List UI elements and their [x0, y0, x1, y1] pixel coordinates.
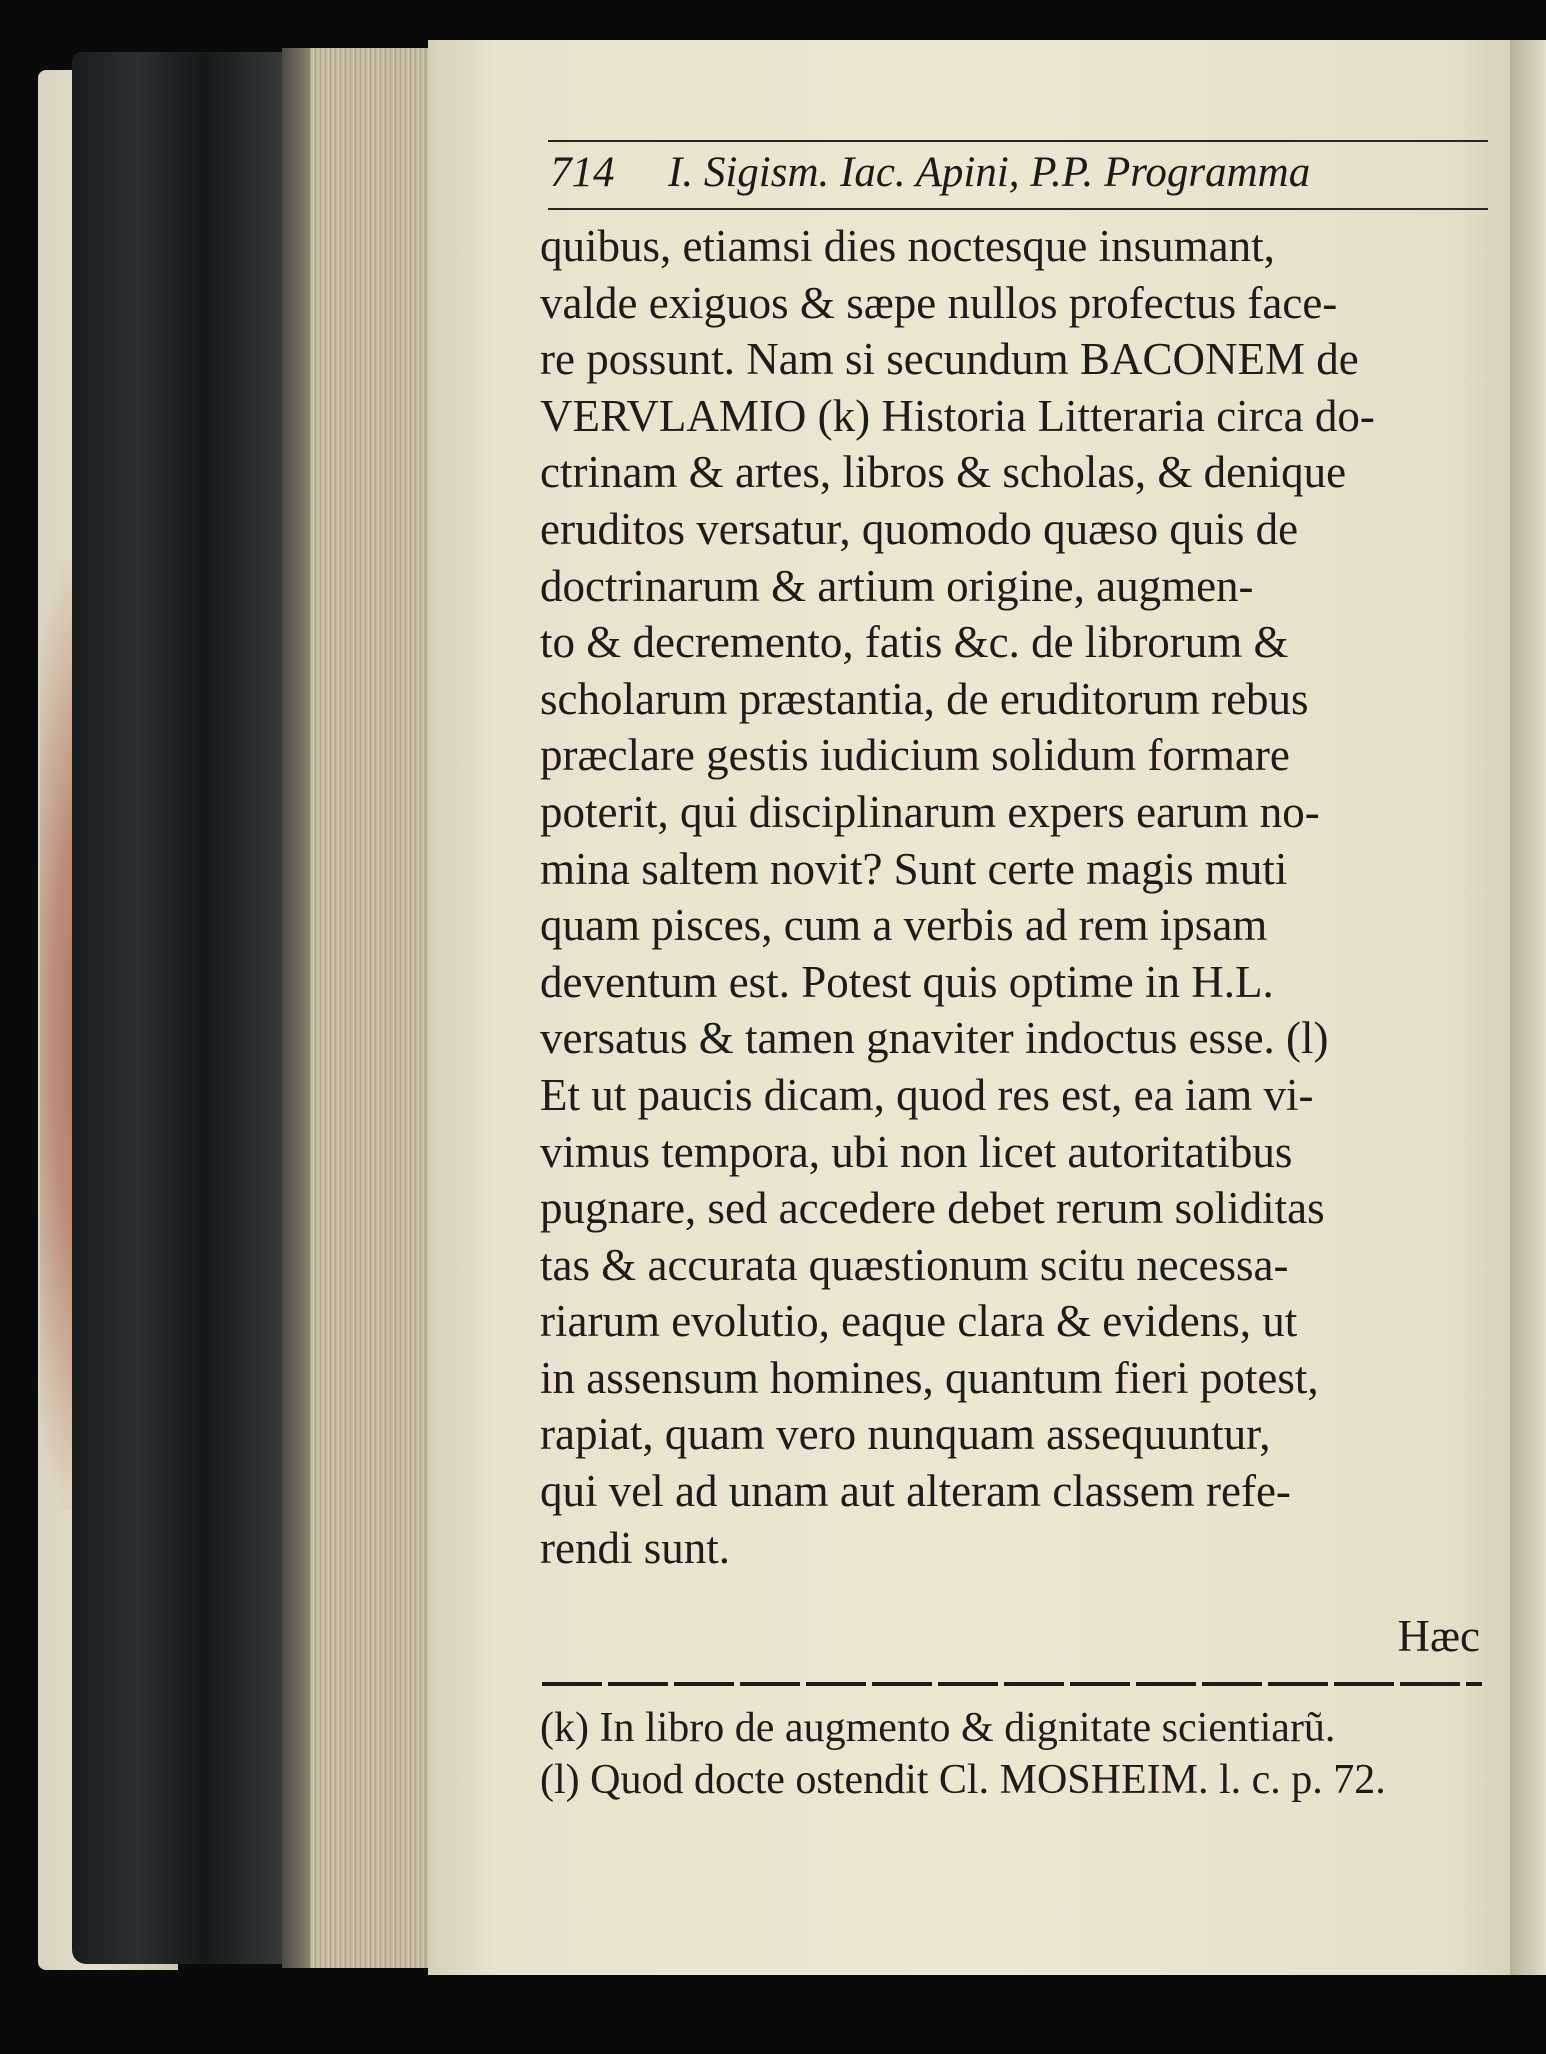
- running-title: I. Sigism. Iac. Apini, P.P. Programma: [668, 149, 1311, 196]
- text-line: Et ut paucis dicam, quod res est, ea iam vi-: [540, 1069, 1314, 1120]
- text-line: ctrinam & artes, libros & scholas, & denique: [540, 447, 1347, 498]
- text-line: præclare gestis iudicium solidum formare: [540, 730, 1290, 781]
- footnotes: [540, 1702, 1490, 1806]
- text-line: tas & accurata quæstionum scitu necessa-: [540, 1239, 1289, 1290]
- text-line: riarum evolutio, eaque clara & evidens, ut: [540, 1296, 1298, 1347]
- running-header: [548, 148, 1488, 198]
- text-line: rapiat, quam vero nunquam assequuntur,: [540, 1409, 1271, 1460]
- body-text: [540, 218, 1480, 1576]
- text-line: vimus tempora, ubi non licet autoritatibus: [540, 1126, 1293, 1177]
- footnote-rule: [542, 1682, 1482, 1686]
- page-edges-shadow: [282, 48, 310, 1968]
- text-line: in assensum homines, quantum fieri potest,: [540, 1352, 1319, 1403]
- text-line: quibus, etiamsi dies noctesque insumant,: [540, 221, 1275, 271]
- header-rule-bottom: [548, 208, 1488, 210]
- page-number: 714: [550, 149, 615, 196]
- book-text-block-edge: [72, 52, 292, 1964]
- text-line: quam pisces, cum a verbis ad rem ipsam: [540, 900, 1268, 951]
- footnote-l: (l) Quod docte ostendit Cl. MOSHEIM. l. c. p. 72.: [540, 1757, 1386, 1803]
- header-rule-top: [548, 140, 1488, 142]
- catchword: Hæc: [1397, 1611, 1480, 1661]
- facing-page-edge: [1510, 40, 1546, 1975]
- text-line: VERVLAMIO (k) Historia Litteraria circa do-: [540, 390, 1375, 441]
- text-line: mina saltem novit? Sunt certe magis muti: [540, 843, 1288, 894]
- text-line: pugnare, sed accedere debet rerum soliditas: [540, 1183, 1325, 1234]
- text-line: valde exiguos & sæpe nullos profectus face-: [540, 277, 1338, 328]
- text-line: to & decremento, fatis &c. de librorum &: [540, 617, 1289, 668]
- text-line: re possunt. Nam si secundum BACONEM de: [540, 334, 1359, 385]
- text-line: rendi sunt.: [540, 1522, 730, 1573]
- text-line: deventum est. Potest quis optime in H.L.: [540, 956, 1274, 1007]
- text-line: eruditos versatur, quomodo quæso quis de: [540, 503, 1299, 554]
- text-line: poterit, qui disciplinarum expers earum no-: [540, 786, 1320, 837]
- text-line: versatus & tamen gnaviter indoctus esse. (l): [540, 1013, 1329, 1064]
- text-line: qui vel ad unam aut alteram classem refe-: [540, 1466, 1291, 1517]
- text-line: scholarum præstantia, de eruditorum rebus: [540, 673, 1309, 724]
- text-line: doctrinarum & artium origine, augmen-: [540, 560, 1254, 611]
- footnote-k: (k) In libro de augmento & dignitate scientiarũ.: [540, 1705, 1336, 1751]
